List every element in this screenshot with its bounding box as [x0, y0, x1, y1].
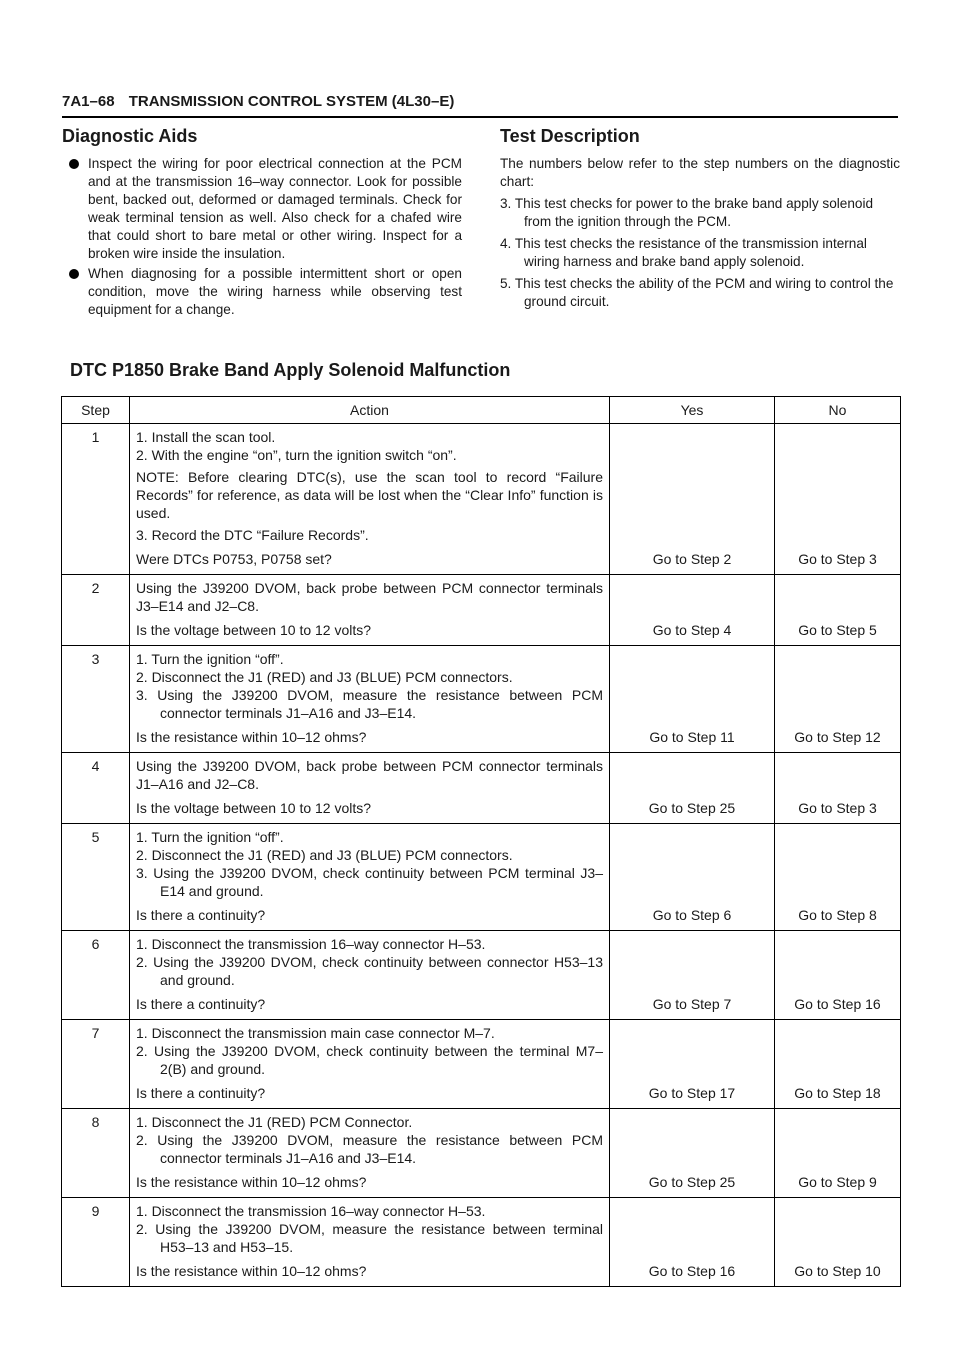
step-cell: 6 — [62, 931, 130, 1020]
diagnostic-table — [61, 396, 901, 1287]
table-row — [62, 753, 901, 824]
test-description-heading: Test Description — [500, 126, 640, 146]
step-cell: 9 — [62, 1198, 130, 1287]
action-list — [136, 650, 603, 722]
step-cell: 5 — [62, 824, 130, 931]
action-item: 3. Using the J39200 DVOM, check continuity between PCM terminal J3–E14 and ground. — [136, 865, 603, 899]
no-cell: Go to Step 3 — [775, 753, 901, 824]
action-cell — [130, 1020, 610, 1109]
table-row — [62, 424, 901, 575]
action-cell — [130, 824, 610, 931]
action-cell — [130, 575, 610, 646]
header-action: Action — [130, 397, 610, 424]
step-cell: 4 — [62, 753, 130, 824]
no-cell: Go to Step 8 — [775, 824, 901, 931]
action-question: Is the resistance within 10–12 ohms? — [136, 729, 367, 745]
page-header — [62, 93, 454, 110]
yes-cell: Go to Step 25 — [610, 753, 775, 824]
action-content — [136, 1202, 603, 1280]
action-item: 2. Using the J39200 DVOM, check continuity between the terminal M7–2(B) and ground. — [136, 1043, 603, 1077]
action-question: Is the resistance within 10–12 ohms? — [136, 1174, 367, 1190]
action-content — [136, 935, 603, 1013]
action-question: Were DTCs P0753, P0758 set? — [136, 551, 332, 567]
step-cell: 2 — [62, 575, 130, 646]
action-list — [136, 1024, 603, 1078]
action-question: Is there a continuity? — [136, 907, 266, 923]
step-cell: 3 — [62, 646, 130, 753]
diagnostic-aids-heading: Diagnostic Aids — [62, 126, 198, 146]
test-description-intro: The numbers below refer to the step numbers on the diagnostic chart: — [500, 156, 900, 189]
action-paragraph: Using the J39200 DVOM, back probe between PCM connector terminals J3–E14 and J2–C8. — [136, 580, 603, 614]
action-item: 1. Turn the ignition “off”. — [136, 829, 284, 845]
action-item: 3. Using the J39200 DVOM, measure the resistance between PCM connector terminals J1–A16 and J3–E14. — [136, 687, 603, 721]
action-list — [136, 428, 603, 464]
action-cell — [130, 753, 610, 824]
action-item: 1. Disconnect the transmission 16–way connector H–53. — [136, 1203, 486, 1219]
section-title: TRANSMISSION CONTROL SYSTEM (4L30–E) — [128, 93, 455, 110]
diagnostic-aid-item — [62, 265, 462, 319]
dtc-title: DTC P1850 Brake Band Apply Solenoid Malfunction — [70, 360, 511, 380]
action-question: Is the resistance within 10–12 ohms? — [136, 1263, 367, 1279]
action-list — [136, 828, 603, 900]
yes-cell: Go to Step 2 — [610, 424, 775, 575]
header-rule — [62, 116, 898, 118]
action-list — [136, 526, 603, 544]
table-row — [62, 646, 901, 753]
action-question: Is the voltage between 10 to 12 volts? — [136, 800, 372, 816]
table-row — [62, 575, 901, 646]
no-cell: Go to Step 5 — [775, 575, 901, 646]
no-cell: Go to Step 3 — [775, 424, 901, 575]
action-item: 1. Turn the ignition “off”. — [136, 651, 284, 667]
action-content — [136, 1113, 603, 1191]
action-item: 2. With the engine “on”, turn the ignition switch “on”. — [136, 447, 457, 463]
action-item: 1. Disconnect the J1 (RED) PCM Connector. — [136, 1114, 413, 1130]
action-item: 2. Using the J39200 DVOM, check continuity between connector H53–13 and ground. — [136, 954, 603, 988]
table-row — [62, 824, 901, 931]
action-content — [136, 1024, 603, 1102]
test-description-item: 3. This test checks for power to the brake band apply solenoid from the ignition through the PCM. — [500, 196, 874, 229]
diagnostic-aids-list — [62, 155, 462, 319]
yes-cell: Go to Step 16 — [610, 1198, 775, 1287]
action-item: 1. Disconnect the transmission main case connector M–7. — [136, 1025, 495, 1041]
bullet-icon — [69, 269, 79, 279]
step-cell: 1 — [62, 424, 130, 575]
diagnostic-aid-text: Inspect the wiring for poor electrical connection at the PCM and at the transmission 16–way connector. Look for possible bent, backed out, deformed or damaged terminals. Check for weak terminal tension as well. Also check for a chafed wire that could short to bare metal or other wiring. Inspect for a broken wire inside the insulation. — [88, 156, 462, 261]
action-content — [136, 757, 603, 817]
no-cell: Go to Step 12 — [775, 646, 901, 753]
header-step: Step — [62, 397, 130, 424]
action-note: NOTE: Before clearing DTC(s), use the scan tool to record “Failure Records” for reference, as data will be lost when the “Clear Info” function is used. — [136, 469, 603, 521]
action-list — [136, 1202, 603, 1256]
diagnostic-aid-text: When diagnosing for a possible intermittent short or open condition, move the wiring harness while observing test equipment for a change. — [88, 266, 462, 317]
action-cell — [130, 1198, 610, 1287]
no-cell: Go to Step 16 — [775, 931, 901, 1020]
action-list — [136, 935, 603, 989]
yes-cell: Go to Step 11 — [610, 646, 775, 753]
action-content — [136, 650, 603, 746]
action-question: Is there a continuity? — [136, 996, 266, 1012]
action-question: Is the voltage between 10 to 12 volts? — [136, 622, 372, 638]
bullet-icon — [69, 159, 79, 169]
no-cell: Go to Step 9 — [775, 1109, 901, 1198]
action-content — [136, 428, 603, 568]
diagnostic-aid-item — [62, 155, 462, 263]
section-number: 7A1–68 — [62, 93, 115, 110]
test-description-item: 4. This test checks the resistance of the transmission internal wiring harness and brake band apply solenoid. — [500, 236, 867, 269]
diagnostic-aids-section — [62, 126, 462, 321]
action-question: Is there a continuity? — [136, 1085, 266, 1101]
action-paragraph: Using the J39200 DVOM, back probe between PCM connector terminals J1–A16 and J2–C8. — [136, 758, 603, 792]
test-description-item: 5. This test checks the ability of the PCM and wiring to control the ground circuit. — [500, 276, 894, 309]
action-cell — [130, 1109, 610, 1198]
action-item: 2. Disconnect the J1 (RED) and J3 (BLUE) PCM connectors. — [136, 669, 513, 685]
action-cell — [130, 931, 610, 1020]
no-cell: Go to Step 18 — [775, 1020, 901, 1109]
action-content — [136, 579, 603, 639]
table-row — [62, 1198, 901, 1287]
no-cell: Go to Step 10 — [775, 1198, 901, 1287]
action-item: 2. Disconnect the J1 (RED) and J3 (BLUE) PCM connectors. — [136, 847, 513, 863]
test-description-list — [500, 195, 900, 311]
step-cell: 7 — [62, 1020, 130, 1109]
yes-cell: Go to Step 25 — [610, 1109, 775, 1198]
header-no: No — [775, 397, 901, 424]
action-cell — [130, 424, 610, 575]
table-header-row — [62, 397, 901, 424]
action-item: 2. Using the J39200 DVOM, measure the resistance between PCM connector terminals J1–A16 and J3–E14. — [136, 1132, 603, 1166]
action-content — [136, 828, 603, 924]
action-item: 3. Record the DTC “Failure Records”. — [136, 527, 369, 543]
action-item: 2. Using the J39200 DVOM, measure the resistance between terminal H53–13 and H53–15. — [136, 1221, 603, 1255]
action-cell — [130, 646, 610, 753]
table-row — [62, 1020, 901, 1109]
action-list — [136, 1113, 603, 1167]
table-row — [62, 931, 901, 1020]
step-cell: 8 — [62, 1109, 130, 1198]
header-yes: Yes — [610, 397, 775, 424]
yes-cell: Go to Step 6 — [610, 824, 775, 931]
test-description-section — [500, 126, 900, 315]
action-item: 1. Install the scan tool. — [136, 429, 276, 445]
action-item: 1. Disconnect the transmission 16–way connector H–53. — [136, 936, 486, 952]
yes-cell: Go to Step 7 — [610, 931, 775, 1020]
table-row — [62, 1109, 901, 1198]
yes-cell: Go to Step 4 — [610, 575, 775, 646]
yes-cell: Go to Step 17 — [610, 1020, 775, 1109]
